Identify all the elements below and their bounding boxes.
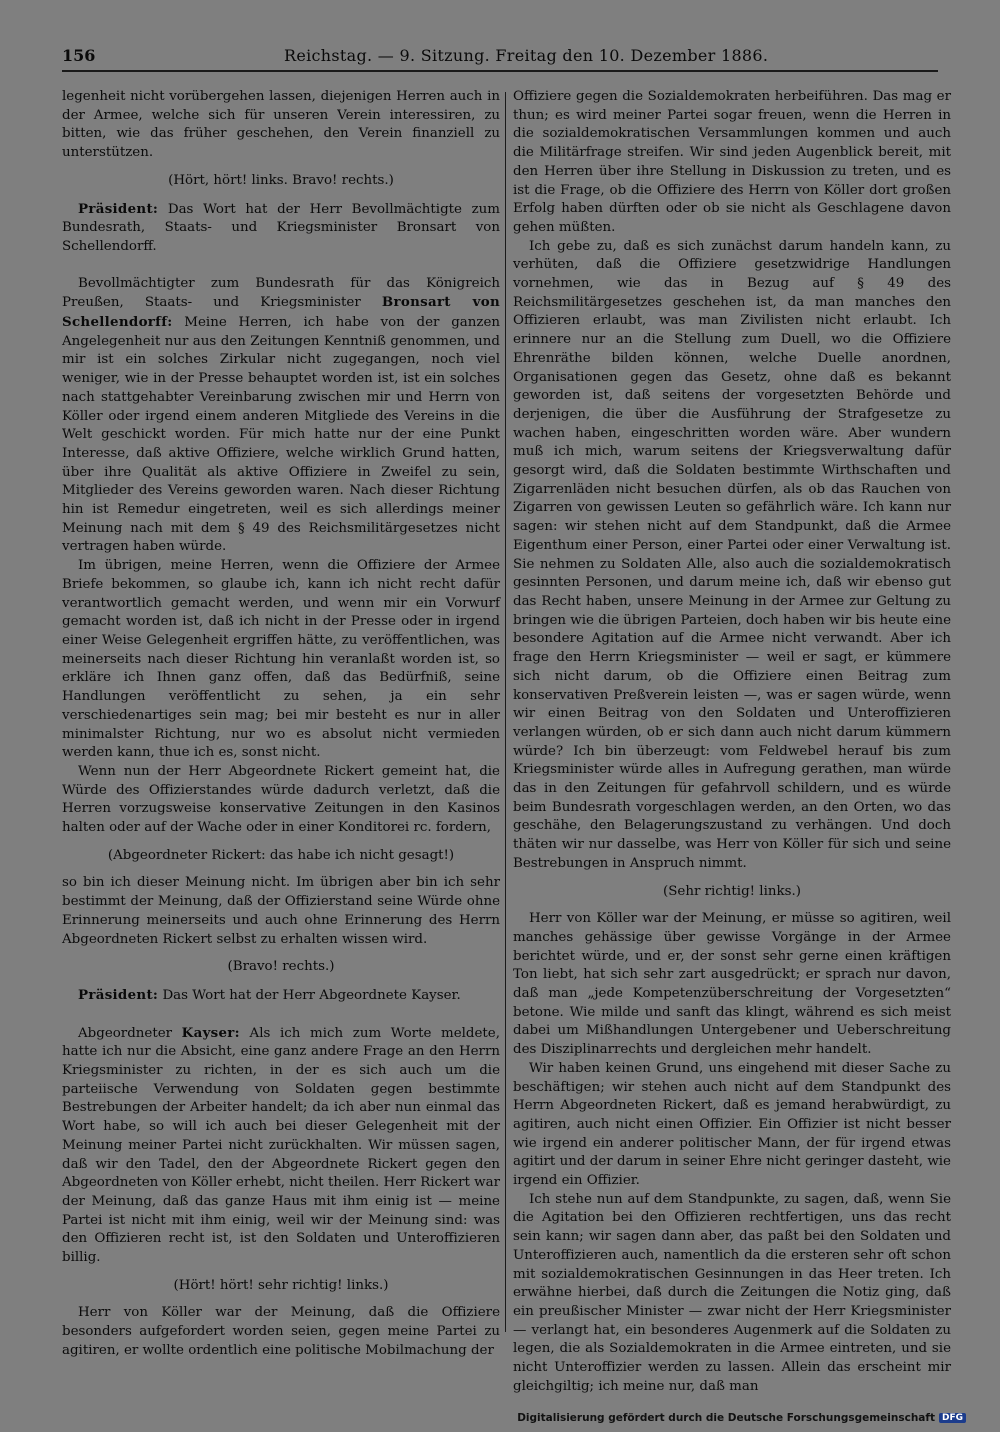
speaker-intro: Bevollmächtigter zum Bundesrath für das Königreich Preußen, Staats- und Kriegsminister xyxy=(62,275,500,311)
paragraph: Herr von Köller war der Meinung, daß die Offiziere besonders aufgefordert worden seien, gegen meine Partei zu agitiren, er wollte ordentlich eine politische Mobilmachung der xyxy=(62,1305,500,1358)
speaker-name: Bronsart von Schellendorff: xyxy=(62,294,500,331)
speech-text: Als ich mich zum Worte meldete, hatte ich nur die Absicht, eine ganz andere Frage an den Herrn Kriegsminister zu richten, in der es sich auch um die parteiische Verwendung von Soldaten gegen bestimmte Bestrebungen der Arbeiter handelt; da ich aber nun einmal das Wort habe, so will ich auch bei dieser Gelegenheit mit der Meinung meiner Partei nicht zurückhalten. Wir müssen sagen, daß wir den Tadel, den der Abgeordnete Rickert gegen den Abgeordneten von Köller erhebt, nicht theilen. Herr Rickert war der Meinung, daß das ganze Haus mit ihm einig ist — meine Partei ist nicht mit ihm einig, weil wir der Meinung sind: was den Offizieren recht ist, ist den Soldaten und Unteroffizieren billig. xyxy=(62,1025,500,1266)
digitization-credit xyxy=(517,1412,966,1424)
paragraph: so bin ich dieser Meinung nicht. Im übrigen aber bin ich sehr bestimmt der Meinung, daß der Offizierstand seine Würde ohne Erinnerung meinerseits und auch ohne Erinnerung des Herrn Abgeordneten Rickert selbst zu erhalten wissen wird. xyxy=(62,875,500,947)
right-column xyxy=(513,88,951,1397)
paragraph: Wenn nun der Herr Abgeordnete Rickert gemeint hat, die Würde des Offizierstandes würde dadurch verletzt, daß die Herren vorzugsweise konservative Zeitungen in den Kasinos halten oder auf der Wache oder in einer Konditorei rc. fordern, xyxy=(62,763,500,836)
speech-paragraph xyxy=(62,275,500,558)
running-title: Reichstag. — 9. Sitzung. Freitag den 10. Dezember 1886. xyxy=(284,46,769,65)
paragraph: Wir haben keinen Grund, uns eingehend mit dieser Sache zu beschäftigen; wir stehen auch nicht auf dem Standpunkt des Herrn Abgeordneten Rickert, daß es jemand herabwürdigt, zu agitiren, auch nicht einen Offizier. Ein Offizier ist nicht besser wie irgend ein anderer politischer Mann, der für irgend etwas agitirt und der darum in seiner Ehre nicht geringer dasteht, wie irgend ein Offizier. xyxy=(513,1060,951,1189)
dfg-logo: DFG xyxy=(939,1413,966,1423)
speaker-name: Kayser: xyxy=(181,1024,240,1041)
interjection: (Sehr richtig! links.) xyxy=(663,883,801,899)
interjection: (Hört! hört! sehr richtig! links.) xyxy=(173,1277,389,1293)
paragraph: Ich stehe nun auf dem Standpunkte, zu sagen, daß, wenn Sie die Agitation bei den Offizieren rechtfertigen, uns das recht sein kann; wir sagen dann aber, das paßt bei den Soldaten und Unteroffizieren auch, namentlich da die ersteren sehr oft schon mit sozialdemokratischen Gesinnungen in das Heer treten. Ich erwähne hierbei, daß durch die Zeitungen die Notiz ging, daß ein preußischer Minister — zwar nicht der Herr Kriegsminister — verlangt hat, ein besonderes Augenmerk auf die Soldaten zu legen, die als Sozialdemokraten in die Armee eintreten, und sie nicht Unteroffizier werden zu lassen. Allein das erscheint mir gleichgiltig; ich meine nur, daß man xyxy=(513,1191,951,1394)
speech-paragraph xyxy=(62,1024,500,1268)
speech-text: Das Wort hat der Herr Abgeordnete Kayser. xyxy=(158,987,461,1003)
paragraph: Herr von Köller war der Meinung, er müsse so agitiren, weil manches gehässige über gewisse Vorgänge in der Armee berichtet würde, und er, der sonst sehr gerne einen kräftigen Ton liebt, hat sich sehr zart ausgedrückt; er sprach nur davon, daß man „jede Kompetenzüberschreitung der Vorgesetzten“ betone. Wie milde und sanft das klingt, während es sich meist dabei um Mißhandlungen Untergebener und Ueberschreitung des Disziplinarrechts und dergleichen mehr handelt. xyxy=(513,911,951,1058)
paragraph: Im übrigen, meine Herren, wenn die Offiziere der Armee Briefe bekommen, so glaube ich, kann ich nicht recht dafür verantwortlich gemacht werden, und wenn mir ein Vorwurf gemacht worden ist, daß ich nicht in der Presse oder in irgend einer Weise Gelegenheit ergriffen hätte, zu veröffentlichen, was meinerseits nach dieser Richtung hin veranlaßt worden ist, so erkläre ich Ihnen ganz offen, daß das Bedürfniß, seine Handlungen veröffentlicht zu sehen, ja ein sehr verschiedenartiges sein mag; bei mir besteht es nur in aller minimalster Richtung, nur wo es absolut nicht vermieden werden kann, thue ich es, sonst nicht. xyxy=(62,558,500,761)
speech-paragraph xyxy=(62,986,500,1006)
credit-text: Digitalisierung gefördert durch die Deutsche Forschungsgemeinschaft xyxy=(517,1412,935,1424)
paragraph: legenheit nicht vorübergehen lassen, diejenigen Herren auch in der Armee, welche sich für unseren Verein interessiren, zu bitten, wie das früher geschehen, den Verein finanziell zu unterstützen. xyxy=(62,89,500,161)
paragraph: Ich gebe zu, daß es sich zunächst darum handeln kann, zu verhüten, daß die Offiziere gesetzwidrige Handlungen vornehmen, wie das in Bezug auf § 49 des Reichsmilitärgesetzes geschehen ist, da man manches den Offizieren erlaubt, was man Zivilisten nicht erlaubt. Ich erinnere nur an die Stellung zum Duell, wo die Offiziere Ehrenräthe bilden können, welche Duelle anordnen, Organisationen gegen das Gesetz, ohne daß es bekannt geworden ist, daß seitens der vorgesetzten Behörde und derjenigen, die über die Ausführung der Strafgesetze zu wachen haben, eingeschritten worden wäre. Aber wundern muß ich mich, warum seitens der Kriegsverwaltung dafür gesorgt wird, daß die Soldaten bestimmte Wirthschaften und Zigarrenläden nicht besuchen dürfen, als ob das Rauchen von Zigarren von gewissen Leuten so gefährlich wäre. Ich kann nur sagen: wir stehen nicht auf dem Standpunkt, daß die Armee Eigenthum einer Person, einer Partei oder einer Verwaltung ist. Sie nehmen zu Soldaten Alle, also auch die sozialdemokratisch gesinnten Personen, und darum meine ich, daß wir ebenso gut das Recht haben, unsere Meinung in der Armee zur Geltung zu bringen wie die übrigen Parteien, doch haben wir bis heute eine besondere Agitation auf die Armee nicht verwandt. Aber ich frage den Herrn Kriegsminister — weil er sagt, er kümmere sich nicht darum, ob die Offiziere einen Beitrag zum konservativen Preßverein leisten —, was er sagen würde, wenn wir einen Beitrag von den Soldaten und Unteroffizieren verlangen würden, ob er sich dann auch nicht darum kümmern würde? Ich bin überzeugt: vom Feldwebel herauf bis zum Kriegsminister würde alles in Aufregung gerathen, man würde das in den Zeitungen für gefahrvoll schildern, und es würde beim Bundesrath vorgeschlagen werden, an den Orten, wo das geschähe, den Belagerungszustand zu verhängen. Und doch thäten wir nur dasselbe, was Herr von Köller für sich und seine Bestrebungen in Anspruch nimmt. xyxy=(513,238,951,871)
speech-text: Meine Herren, ich habe von der ganzen Angelegenheit nur aus den Zeitungen Kenntniß genommen, und mir ist ein solches Zirkular nicht zugegangen, noch viel weniger, wie in der Presse behauptet worden ist, ist ein solches nach stattgehabter Vereinbarung zwischen mir und Herrn von Köller oder irgend einem anderen Mitgliede des Vereins in die Welt geschickt worden. Für mich hatte nur der eine Punkt Interesse, daß aktive Offiziere, welche wirklich Grund hatten, über ihre Qualität als aktive Offiziere in Zweifel zu sein, Mitglieder des Vereins geworden waren. Nach dieser Richtung hin ist Remedur eingetreten, weil es sich allerdings meiner Meinung nach mit dem § 49 des Reichsmilitärgesetzes nicht vertragen haben würde. xyxy=(62,315,500,555)
paragraph: Offiziere gegen die Sozialdemokraten herbeiführen. Das mag er thun; es wird meiner Partei sogar freuen, wenn die Herren in die sozialdemokratischen Versammlungen kommen und auch die Militärfrage streifen. Wir sind jeden Augenblick bereit, mit den Herren über ihre Stellung in Diskussion zu treten, und es ist die Frage, ob die Offiziere des Herrn von Köller dort großen Erfolg haben dürften oder ob sie nicht als Geschlagene davon gehen müßten. xyxy=(513,89,951,235)
page-number: 156 xyxy=(62,46,96,65)
page-header xyxy=(62,46,942,68)
left-column xyxy=(62,88,500,1361)
speaker-intro: Abgeordneter xyxy=(78,1025,182,1041)
interjection: (Bravo! rechts.) xyxy=(227,959,335,975)
header-rule xyxy=(62,70,938,72)
column-divider xyxy=(505,92,506,1332)
speaker-name: Präsident: xyxy=(78,200,159,217)
interjection: (Hört, hört! links. Bravo! rechts.) xyxy=(168,172,394,188)
speaker-name: Präsident: xyxy=(78,986,159,1003)
speech-paragraph xyxy=(62,200,500,257)
interjection: (Abgeordneter Rickert: das habe ich nicht gesagt!) xyxy=(107,847,455,863)
speech-text: Das Wort hat der Herr Bevollmächtigte zum Bundesrath, Staats- und Kriegsminister Bronsart von Schellendorff. xyxy=(62,201,500,254)
